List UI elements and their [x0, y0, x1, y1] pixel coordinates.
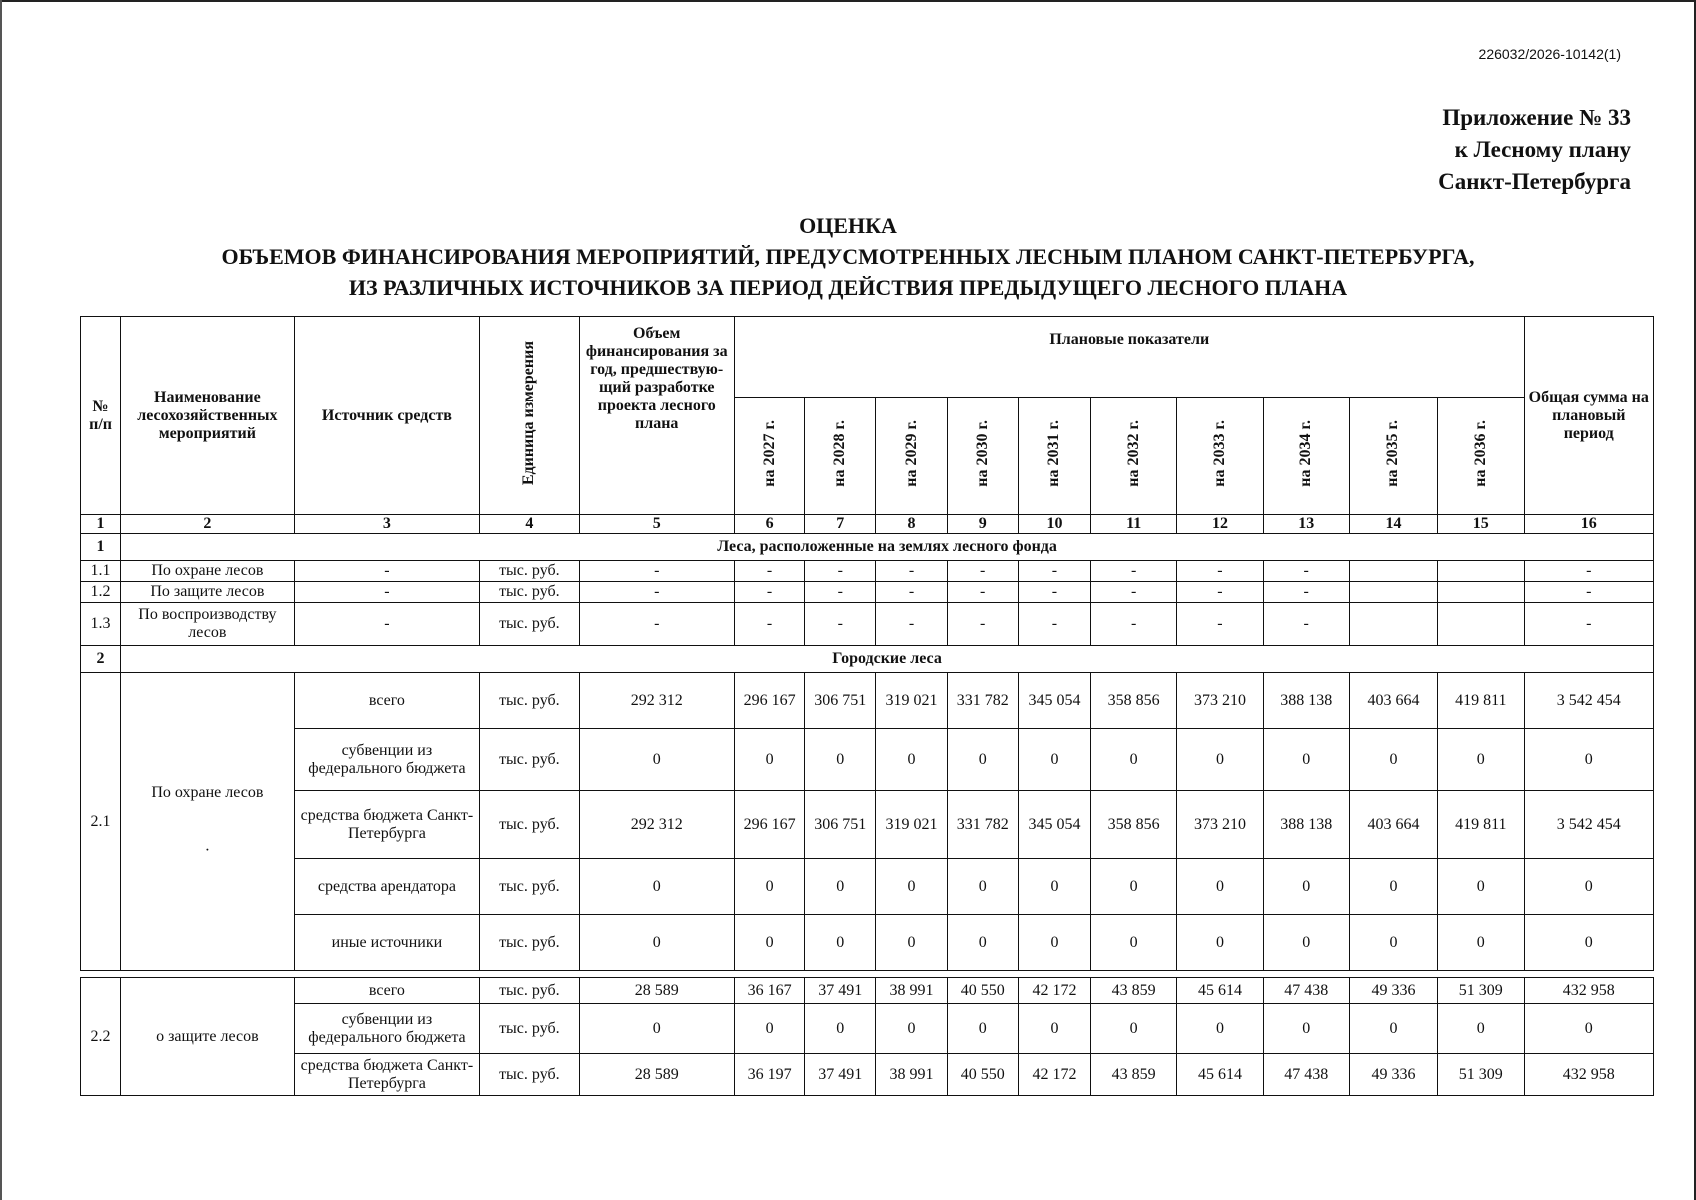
- total-value: 0: [1524, 915, 1654, 971]
- year-value: 0: [1349, 859, 1437, 915]
- year-value: 38 991: [876, 978, 947, 1004]
- year-value: 0: [1018, 729, 1090, 791]
- year-value: 0: [734, 729, 804, 791]
- prev-volume: -: [579, 603, 734, 646]
- source: -: [294, 582, 480, 603]
- year-value: -: [947, 561, 1018, 582]
- header-year: [1438, 398, 1524, 515]
- section-title: Городские леса: [121, 646, 1654, 673]
- year-value: 0: [1438, 729, 1524, 791]
- source: средства арендатора: [294, 859, 480, 915]
- year-value: -: [1263, 603, 1349, 646]
- column-numbers-row: [81, 515, 1654, 534]
- activity-name-text: По охране лесов: [151, 783, 264, 801]
- year-value: 42 172: [1018, 978, 1090, 1004]
- column-number: 1: [81, 515, 121, 534]
- total-value: 3 542 454: [1524, 673, 1654, 729]
- year-value: 0: [734, 859, 804, 915]
- year-value: 0: [947, 1004, 1018, 1054]
- year-value: -: [734, 582, 804, 603]
- header-year-text: на 2033 г.: [1210, 420, 1228, 487]
- header-year: [876, 398, 947, 515]
- year-value: [1349, 561, 1437, 582]
- year-value: 0: [1438, 1004, 1524, 1054]
- activity-name: [121, 673, 295, 971]
- year-value: 0: [1177, 859, 1263, 915]
- column-number: 2: [121, 515, 295, 534]
- year-value: 419 811: [1438, 791, 1524, 859]
- total-value: 432 958: [1524, 1054, 1654, 1096]
- year-value: 0: [876, 915, 947, 971]
- header-year: [1018, 398, 1090, 515]
- row-num: 1.2: [81, 582, 121, 603]
- year-value: 0: [1263, 915, 1349, 971]
- header-year: [805, 398, 876, 515]
- year-value: 0: [1263, 729, 1349, 791]
- header-year: [1349, 398, 1437, 515]
- year-value: 358 856: [1091, 673, 1177, 729]
- header-year: [734, 398, 804, 515]
- year-value: 0: [876, 1004, 947, 1054]
- page-border-left: [0, 0, 2, 1200]
- year-value: 43 859: [1091, 978, 1177, 1004]
- table-row: [81, 978, 1654, 1004]
- title-line: ОБЪЕМОВ ФИНАНСИРОВАНИЯ МЕРОПРИЯТИЙ, ПРЕДУСМОТРЕННЫХ ЛЕСНЫМ ПЛАНОМ САНКТ-ПЕТЕРБУРГА,: [221, 244, 1475, 269]
- year-value: 0: [1349, 915, 1437, 971]
- table-row: [81, 791, 1654, 859]
- year-value: 306 751: [805, 791, 876, 859]
- year-value: 0: [947, 729, 1018, 791]
- year-value: 37 491: [805, 978, 876, 1004]
- year-value: -: [805, 582, 876, 603]
- year-value: 51 309: [1438, 1054, 1524, 1096]
- year-value: 403 664: [1349, 791, 1437, 859]
- year-value: 0: [805, 915, 876, 971]
- year-value: 319 021: [876, 791, 947, 859]
- year-value: 0: [1263, 1004, 1349, 1054]
- table-row: [81, 603, 1654, 646]
- header-year-text: на 2027 г.: [760, 420, 778, 487]
- unit: тыс. руб.: [480, 1054, 579, 1096]
- table-row: [81, 582, 1654, 603]
- section-title: Леса, расположенные на землях лесного фонда: [121, 534, 1654, 561]
- unit: тыс. руб.: [480, 1004, 579, 1054]
- year-value: 47 438: [1263, 1054, 1349, 1096]
- column-number: 11: [1091, 515, 1177, 534]
- source: -: [294, 561, 480, 582]
- source: иные источники: [294, 915, 480, 971]
- year-value: -: [1177, 561, 1263, 582]
- year-value: 42 172: [1018, 1054, 1090, 1096]
- year-value: 40 550: [947, 1054, 1018, 1096]
- year-value: 36 167: [734, 978, 804, 1004]
- year-value: -: [947, 603, 1018, 646]
- year-value: 40 550: [947, 978, 1018, 1004]
- year-value: 358 856: [1091, 791, 1177, 859]
- column-number: 16: [1524, 515, 1654, 534]
- table-row: [81, 859, 1654, 915]
- year-value: -: [805, 603, 876, 646]
- year-value: -: [1177, 582, 1263, 603]
- year-value: 388 138: [1263, 791, 1349, 859]
- year-value: 0: [1177, 729, 1263, 791]
- unit: тыс. руб.: [480, 729, 579, 791]
- year-value: 419 811: [1438, 673, 1524, 729]
- registration-number: 226032/2026-10142(1): [1478, 46, 1621, 62]
- total-value: 0: [1524, 859, 1654, 915]
- appendix-line: Санкт-Петербурга: [1438, 169, 1631, 194]
- prev-volume: 292 312: [579, 673, 734, 729]
- appendix-line: Приложение № 33: [1442, 105, 1631, 130]
- header-planned: Плановые показатели: [734, 317, 1524, 398]
- year-value: 49 336: [1349, 1054, 1437, 1096]
- column-number: 3: [294, 515, 480, 534]
- source: всего: [294, 978, 480, 1004]
- document-title: [0, 210, 1696, 303]
- group-num: 2.1: [81, 673, 121, 971]
- table-body: [81, 515, 1654, 1096]
- year-value: -: [1177, 603, 1263, 646]
- prev-volume: 0: [579, 1004, 734, 1054]
- year-value: 331 782: [947, 673, 1018, 729]
- table-row: [81, 1054, 1654, 1096]
- year-value: -: [1091, 582, 1177, 603]
- year-value: 0: [1349, 1004, 1437, 1054]
- table-row: [81, 915, 1654, 971]
- year-value: 45 614: [1177, 978, 1263, 1004]
- header-year-text: на 2035 г.: [1384, 420, 1402, 487]
- header-year-text: на 2034 г.: [1297, 420, 1315, 487]
- total-value: 0: [1524, 729, 1654, 791]
- unit: тыс. руб.: [480, 561, 579, 582]
- header-num: № п/п: [81, 317, 121, 515]
- year-value: 0: [1177, 915, 1263, 971]
- year-value: 36 197: [734, 1054, 804, 1096]
- year-value: 0: [805, 1004, 876, 1054]
- table-row: [81, 673, 1654, 729]
- total-value: -: [1524, 582, 1654, 603]
- table-row: [81, 729, 1654, 791]
- year-value: 403 664: [1349, 673, 1437, 729]
- prev-volume: 28 589: [579, 978, 734, 1004]
- year-value: 49 336: [1349, 978, 1437, 1004]
- column-number: 4: [480, 515, 579, 534]
- year-value: 388 138: [1263, 673, 1349, 729]
- year-value: [1438, 603, 1524, 646]
- year-value: -: [1263, 561, 1349, 582]
- prev-volume: 292 312: [579, 791, 734, 859]
- column-number: 6: [734, 515, 804, 534]
- header-year: [1263, 398, 1349, 515]
- column-number: 12: [1177, 515, 1263, 534]
- year-value: -: [947, 582, 1018, 603]
- source: субвенции из федерального бюджета: [294, 729, 480, 791]
- year-value: 0: [947, 859, 1018, 915]
- section-num: 2: [81, 646, 121, 673]
- header-source: Источник средств: [294, 317, 480, 515]
- year-value: 373 210: [1177, 673, 1263, 729]
- year-value: 0: [1018, 915, 1090, 971]
- year-value: 51 309: [1438, 978, 1524, 1004]
- year-value: 37 491: [805, 1054, 876, 1096]
- column-number: 10: [1018, 515, 1090, 534]
- table-row: [81, 1004, 1654, 1054]
- activity-name: По воспроизводству лесов: [121, 603, 295, 646]
- unit: тыс. руб.: [480, 915, 579, 971]
- year-value: 0: [805, 859, 876, 915]
- year-value: 0: [1438, 915, 1524, 971]
- column-number: 15: [1438, 515, 1524, 534]
- prev-volume: 0: [579, 859, 734, 915]
- appendix-line: к Лесному плану: [1454, 137, 1631, 162]
- prev-volume: -: [579, 561, 734, 582]
- year-value: 0: [1263, 859, 1349, 915]
- page-border-top: [0, 0, 1696, 2]
- unit: тыс. руб.: [480, 603, 579, 646]
- unit: тыс. руб.: [480, 978, 579, 1004]
- column-number: 7: [805, 515, 876, 534]
- year-value: -: [876, 561, 947, 582]
- header-unit-text: Единица измерения: [520, 340, 538, 486]
- year-value: [1438, 561, 1524, 582]
- header-year-text: на 2030 г.: [973, 420, 991, 487]
- year-value: 373 210: [1177, 791, 1263, 859]
- financing-table: [80, 316, 1654, 1096]
- group-num: 2.2: [81, 978, 121, 1096]
- header-year-text: на 2036 г.: [1471, 420, 1489, 487]
- year-value: [1438, 582, 1524, 603]
- title-line: ОЦЕНКА: [799, 213, 897, 238]
- header-unit: [480, 317, 579, 515]
- column-number: 8: [876, 515, 947, 534]
- year-value: 45 614: [1177, 1054, 1263, 1096]
- year-value: 296 167: [734, 673, 804, 729]
- column-number: 5: [579, 515, 734, 534]
- year-value: 0: [1349, 729, 1437, 791]
- year-value: -: [1018, 582, 1090, 603]
- header-prev-volume: Объем финансирования за год, предшествую-щий разработке проекта лесного плана: [579, 317, 734, 515]
- year-value: 345 054: [1018, 673, 1090, 729]
- scan-mark: ·: [204, 841, 211, 859]
- prev-volume: -: [579, 582, 734, 603]
- activity-name-text: о защите лесов: [156, 1027, 259, 1045]
- year-value: -: [876, 603, 947, 646]
- header-year-text: на 2029 г.: [902, 420, 920, 487]
- section-row: [81, 646, 1654, 673]
- year-value: 0: [947, 915, 1018, 971]
- year-value: [1349, 603, 1437, 646]
- source: всего: [294, 673, 480, 729]
- prev-volume: 0: [579, 729, 734, 791]
- year-value: -: [1018, 603, 1090, 646]
- appendix-header: [1438, 102, 1631, 198]
- source: средства бюджета Санкт-Петербурга: [294, 1054, 480, 1096]
- year-value: 345 054: [1018, 791, 1090, 859]
- year-value: 38 991: [876, 1054, 947, 1096]
- header-year: [1091, 398, 1177, 515]
- year-value: -: [1091, 603, 1177, 646]
- unit: тыс. руб.: [480, 673, 579, 729]
- activity-name: По охране лесов: [121, 561, 295, 582]
- source: субвенции из федерального бюджета: [294, 1004, 480, 1054]
- year-value: 0: [734, 1004, 804, 1054]
- year-value: -: [734, 561, 804, 582]
- year-value: -: [1263, 582, 1349, 603]
- year-value: 0: [1091, 859, 1177, 915]
- header-year-text: на 2028 г.: [831, 420, 849, 487]
- year-value: -: [876, 582, 947, 603]
- year-value: 0: [1018, 859, 1090, 915]
- column-number: 13: [1263, 515, 1349, 534]
- year-value: 0: [876, 859, 947, 915]
- year-value: 0: [805, 729, 876, 791]
- year-value: 0: [1018, 1004, 1090, 1054]
- total-value: -: [1524, 561, 1654, 582]
- year-value: 0: [1438, 859, 1524, 915]
- group-separator-cell: [81, 971, 1654, 978]
- prev-volume: 0: [579, 915, 734, 971]
- prev-volume: 28 589: [579, 1054, 734, 1096]
- group-separator: [81, 971, 1654, 978]
- section-num: 1: [81, 534, 121, 561]
- total-value: 432 958: [1524, 978, 1654, 1004]
- header-activity-name: Наименование лесохозяйственных мероприятий: [121, 317, 295, 515]
- header-year-text: на 2031 г.: [1045, 420, 1063, 487]
- header-year-text: на 2032 г.: [1124, 420, 1142, 487]
- total-value: 0: [1524, 1004, 1654, 1054]
- title-line: ИЗ РАЗЛИЧНЫХ ИСТОЧНИКОВ ЗА ПЕРИОД ДЕЙСТВИЯ ПРЕДЫДУЩЕГО ЛЕСНОГО ПЛАНА: [348, 275, 1348, 300]
- year-value: 331 782: [947, 791, 1018, 859]
- activity-name: По защите лесов: [121, 582, 295, 603]
- unit: тыс. руб.: [480, 582, 579, 603]
- year-value: 0: [1091, 915, 1177, 971]
- year-value: 306 751: [805, 673, 876, 729]
- unit: тыс. руб.: [480, 791, 579, 859]
- year-value: 0: [1091, 729, 1177, 791]
- unit: тыс. руб.: [480, 859, 579, 915]
- year-value: 0: [876, 729, 947, 791]
- year-value: -: [1018, 561, 1090, 582]
- row-num: 1.1: [81, 561, 121, 582]
- year-value: -: [1091, 561, 1177, 582]
- source: средства бюджета Санкт-Петербурга: [294, 791, 480, 859]
- year-value: -: [805, 561, 876, 582]
- row-num: 1.3: [81, 603, 121, 646]
- activity-name: [121, 978, 295, 1096]
- total-value: 3 542 454: [1524, 791, 1654, 859]
- year-value: 319 021: [876, 673, 947, 729]
- year-value: -: [734, 603, 804, 646]
- table-row: [81, 561, 1654, 582]
- total-value: -: [1524, 603, 1654, 646]
- source: -: [294, 603, 480, 646]
- header-year: [1177, 398, 1263, 515]
- header-year: [947, 398, 1018, 515]
- year-value: 0: [1091, 1004, 1177, 1054]
- year-value: 0: [1177, 1004, 1263, 1054]
- year-value: 43 859: [1091, 1054, 1177, 1096]
- year-value: 296 167: [734, 791, 804, 859]
- year-value: [1349, 582, 1437, 603]
- year-value: 47 438: [1263, 978, 1349, 1004]
- column-number: 14: [1349, 515, 1437, 534]
- header-total: Общая сумма на плановый период: [1524, 317, 1654, 515]
- year-value: 0: [734, 915, 804, 971]
- column-number: 9: [947, 515, 1018, 534]
